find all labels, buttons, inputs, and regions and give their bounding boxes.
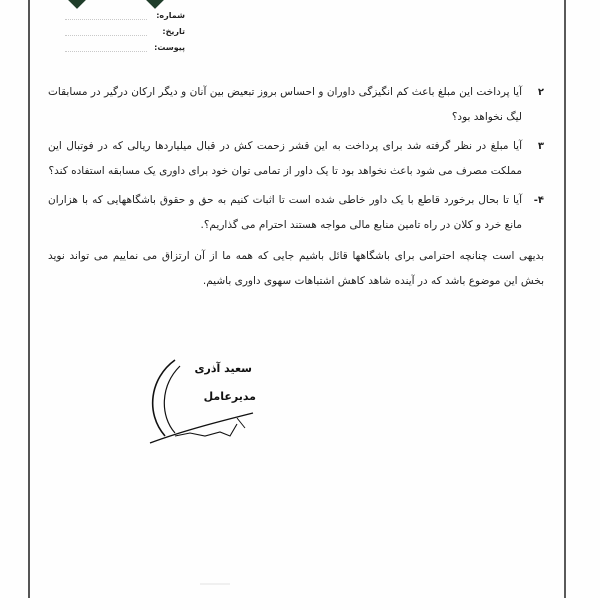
letterhead-fields — [60, 10, 185, 58]
item-text: آیا پرداخت این مبلغ باعث کم انگیزگی داوران و احساس بروز تبعیض بین آنان و دیگر ارکان درگیر در مسابقات لیگ نخواهد بود؟ — [48, 86, 522, 123]
list-item — [48, 134, 544, 184]
right-margin-line — [564, 0, 566, 598]
letter-number-line — [65, 19, 147, 20]
left-margin-line — [28, 0, 30, 598]
letter-attachment-label: پیوست: — [154, 43, 185, 52]
letter-attachment-line — [65, 51, 147, 52]
signer-title: مدیرعامل — [203, 390, 256, 403]
logo-emblem-left-icon — [67, 0, 87, 9]
item-text: آیا مبلغ در نظر گرفته شد برای پرداخت به این قشر زحمت کش در قبال میلیاردها ریالی که در فوتبال این مملکت مصرف می شود باعث نخواهد بود تا یک داور از تمامی توان خود برای داوری یک مسابقه استفاده کند؟ — [48, 140, 522, 177]
item-text: آیا تا بحال برخورد قاطع با یک داور خاطی شده است تا اثبات کنیم به حق و حقوق باشگاههایی که با هزاران مانع خرد و کلان در راه تامین منابع مالی مواجه هستند احترام می گذاریم؟. — [48, 194, 522, 231]
closing-paragraph: بدیهی است چنانچه احترامی برای باشگاهها قائل باشیم جایی که همه ما از آن ارتزاق می نماییم می تواند نوید بخش این موضوع باشد که در آینده شاهد کاهش اشتباهات سهوی داوری باشیم. — [48, 250, 544, 287]
letter-attachment-field — [60, 42, 185, 58]
letter-body — [48, 80, 544, 294]
letter-number-label: شماره: — [156, 11, 185, 20]
list-item — [48, 80, 544, 130]
letter-date-line — [65, 35, 147, 36]
letter-date-field — [60, 26, 185, 42]
item-number: ۲ — [537, 87, 544, 98]
logo-emblem-right-icon — [145, 0, 165, 9]
letter-date-label: تاریخ: — [162, 27, 185, 36]
scan-artifact — [200, 583, 230, 585]
item-number: ۴- — [533, 195, 544, 206]
letter-number-field — [60, 10, 185, 26]
signature-block — [145, 358, 260, 448]
item-number: ۳ — [537, 141, 544, 152]
signer-name: سعید آذری — [194, 362, 252, 375]
list-item — [48, 188, 544, 238]
logo-text-decoration — [90, 0, 140, 2]
